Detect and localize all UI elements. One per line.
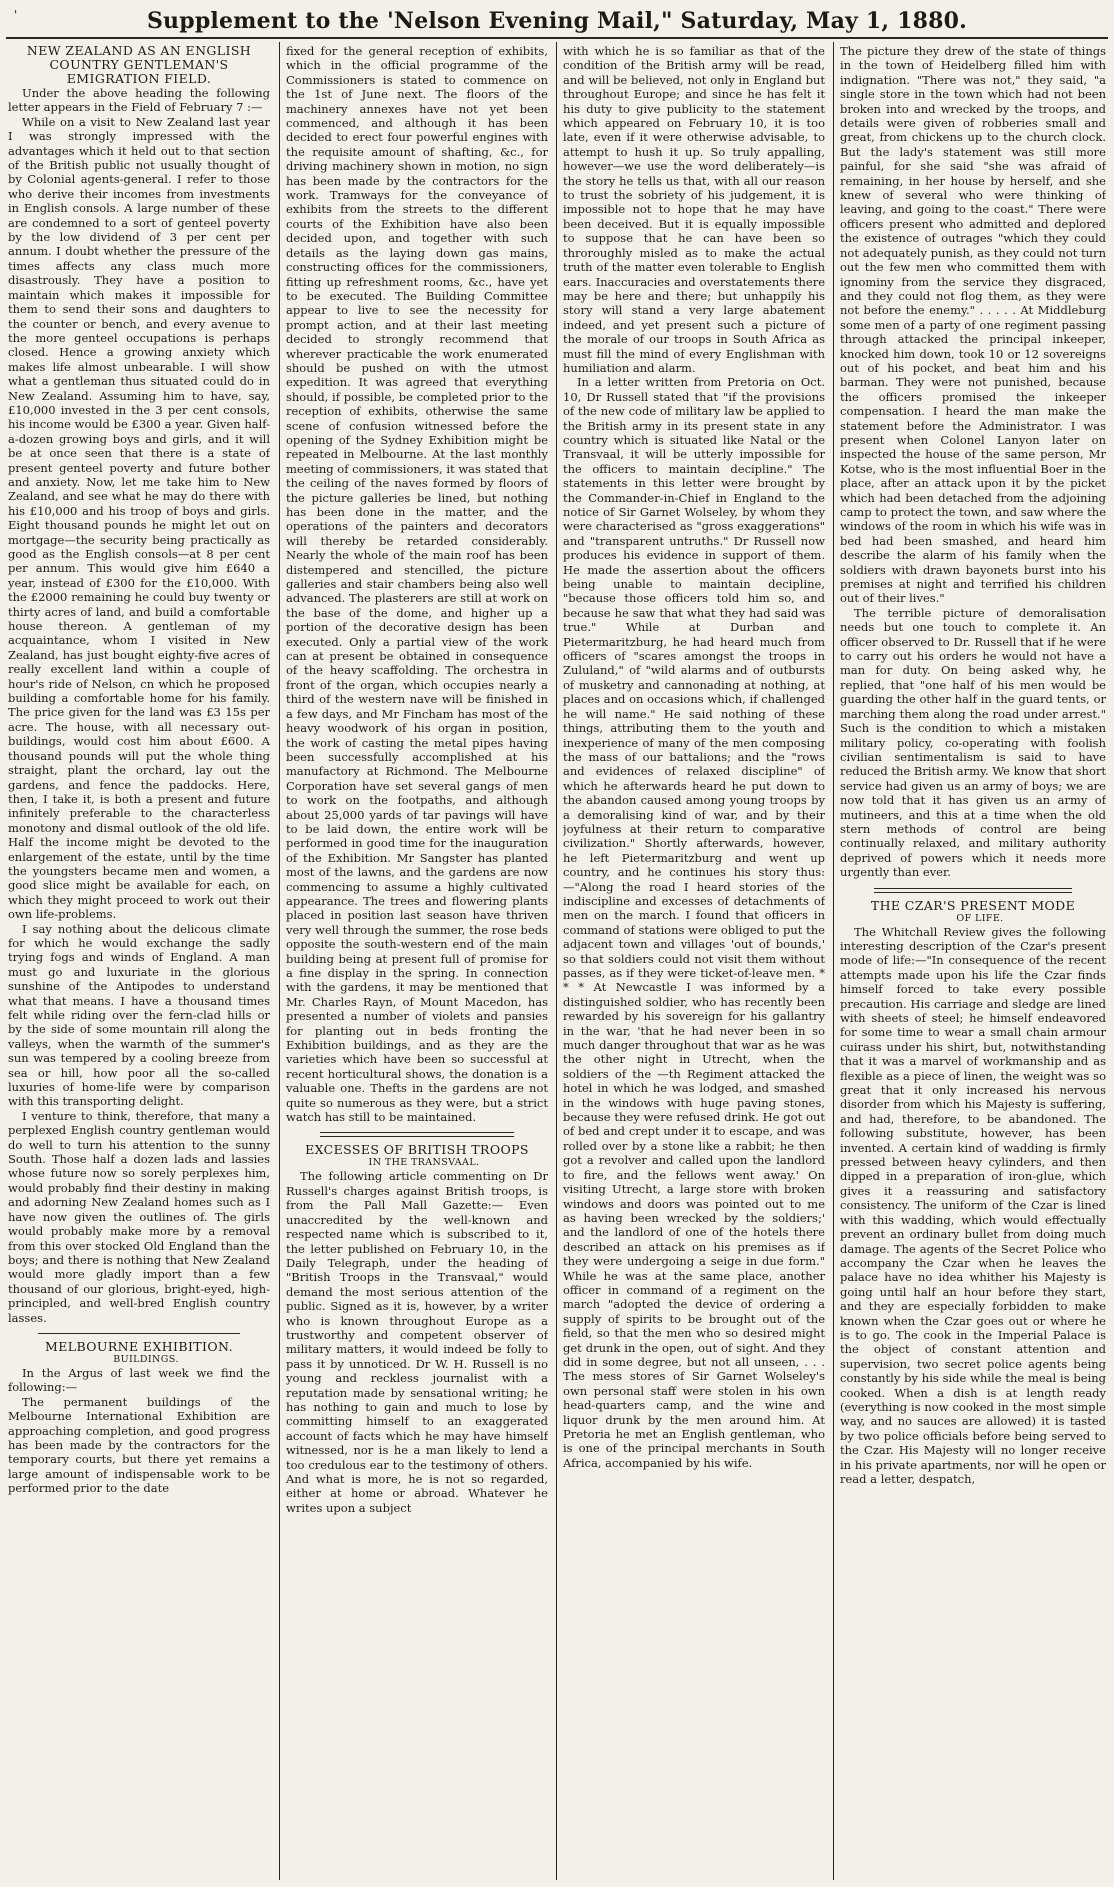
paragraph: I venture to think, therefore, that many a perplexed English country gentleman would do well to turn his attention to the sunny South. Those half a dozen lads and lassies whose future now so sorely perplexes him, would probably find their destiny in making and adorning New Zealand homes such as I have now given the outlines of. The girls would probably make more by a removal from this over stocked Old England than the boys; and there is nothing that New Zealand would more gladly import than a few thousand of our glorious, bright-eyed, high-principled, and well-bred English country lasses. <box>8 1108 270 1325</box>
article-heading: EXCESSES OF BRITISH TROOPS <box>305 1142 529 1158</box>
section-divider <box>38 1333 240 1334</box>
article-subheading: OF LIFE. <box>956 912 1004 924</box>
column-2 <box>286 44 548 1880</box>
paragraph: with which he is so familiar as that of the condition of the British army will be read, and will be believed, not only in England but throughout Europe; and since he has felt it his duty to give publicity to the statement which appeared on February 10, it is too late, even if it were otherwise advisable, to attempt to hush it up. So truly appalling, however—we use the word deliberately—is the story he tells us that, with all our reason to trust the sobriety of his judgement, it is impossible not to hope that he may have been deceived. But it is equally impossible to suppose that he can have been so throroughly misled as to make the actual truth of the matter even tolerable to English ears. Inaccuracies and overstatements there may be here and there; but unhappily his story will stand a very large abatement indeed, and yet present such a picture of the morale of our troops in South Africa as must fill the mind of every Englishman with humiliation and alarm. <box>563 44 825 375</box>
masthead-mark: ' <box>14 8 18 22</box>
article-heading: NEW ZEALAND AS AN ENGLISH COUNTRY GENTLEMAN'S EMIGRATION FIELD. <box>26 44 252 86</box>
paragraph: The following article commenting on Dr Russell's charges against British troops, is from the Pall Mall Gazette:— Even unaccredited by the well-known and respected name which is subscribed to it, the letter published on February 10, in the Daily Telegraph, under the heading of "British Troops in the Transvaal," would demand the most serious attention of the public. Signed as it is, however, by a writer who is known throughout Europe as a trustworthy and competent observer of military matters, it would indeed be folly to pass it by unnoticed. Dr W. H. Russell is no young and reckless journalist with a reputation made by sensational writing; he has nothing to gain and much to lose by committing himself to an exaggerated account of facts which he may have himself witnessed, nor is he a man likely to lend a too credulous ear to the testimony of others. And what is more, he is not so regarded, either at home or abroad. Whatever he writes upon a subject <box>286 1169 548 1515</box>
page-title: Supplement to the 'Nelson Evening Mail," Saturday, May 1, 1880. <box>146 8 968 34</box>
section-divider <box>874 888 1072 893</box>
paragraph: I say nothing about the delicous climate for which he would exchange the sadly trying fogs and winds of England. A man must go and luxuriate in the glorious sunshine of the Antipodes to understand what that means. I have a thousand times felt while riding over the fern-clad hills or by the side of some mountain rill along the valleys, when the warmth of the summer's sun was tempered by a cooling breeze from sea or hill, how poor all the so-called luxuries of home-life were by comparison with this transporting delight. <box>8 921 270 1109</box>
column-divider <box>556 42 557 1880</box>
paragraph: In a letter written from Pretoria on Oct. 10, Dr Russell stated that "if the provisions of the new code of military law be applied to the British army in its present state in any country which is situated like Natal or the Transvaal, it will be utterly impossible for the officers to maintain decipline." The statements in this letter were brought by the Commander-in-Chief in England to the notice of Sir Garnet Wolseley, by whom they were characterised as "gross exaggerations" and "transparent untruths." Dr Russell now produces his evidence in support of them. He made the assertion about the officers being unable to maintain decipline, "because those officers told him so, and because he saw that what they had said was true." While at Durban and Pietermaritzburg, he had heard much from officers of "scares amongst the troops in Zululand," of "wild alarms and of outbursts of musketry and cannonading at nothing, at places and on occasions which, if challenged he will name." He said nothing of these things, attributing them to the youth and inexperience of many of the men composing the mass of our battalions; and the "rows and evidences of relaxed discipline" of which he afterwards heard he put down to the abandon caused among young troops by a demoralising kind of war, and by their joyfulness at their return to comparative civilization." Shortly afterwards, however, he left Pietermaritzburg and went up country, and he continues his story thus:—"Along the road I heard stories of the indiscipline and excesses of detachments of men on the march. I found that officers in command of stations were obliged to put the adjacent town and villages 'out of bounds,' so that soldiers could not visit them without passes, as if they were ticket-of-leave men. * * * At Newcastle I was informed by a distinguished soldier, who has recently been rewarded by his sovereign for his gallantry in the war, 'that he had never been in so much danger throughout that war as he was the other night in Utrecht, when the soldiers of the —th Regiment attacked the hotel in which he was lodged, and smashed in the windows with huge paving stones, because they were refused drink. He got out of bed and crept under it to escape, and was rolled over by a stone like a rabbit; he then got a revolver and called upon the landlord to fire, and the fellows went away.' On visiting Utrecht, a large store with broken windows and doors was pointed out to me as having been wrecked by the soldiers;' and the landlord of one of the hotels there described an attack on his premises as if they were undergoing a seige in due form." While he was at the same place, another officer in command of a regiment on the march "adopted the device of ordering a supply of spirits to be brought out of the field, so that the men who so desired might get drunk in the open, out of sight. And they did in some degree, but not all unseen, . . . The mess stores of Sir Garnet Wolseley's own personal staff were stolen in his own head-quarters camp, and the wine and liquor drunk by the men around him. At Pretoria he met an English gentleman, who is one of the principal merchants in South Africa, accompanied by his wife. <box>563 375 825 1470</box>
paragraph: The Whitchall Review gives the following interesting description of the Czar's present mode of life:—"In consequence of the recent attempts made upon his life the Czar finds himself forced to take every possible precaution. His carriage and sledge are lined with sheets of steel; he himself endeavored for some time to wear a small chain armour cuirass under his shirt, but, notwithstanding that it was a marvel of workmanship and as flexible as a piece of linen, the weight was so great that it only increased his nervous disorder from which his Majesty is suffering, and had, therefore, to be abandoned. The following substitute, however, has been invented. A certain kind of wadding is firmly pressed between heavy cylinders, and then dipped in a preparation of iron-glue, which gives it a reassuring and satisfactory consistency. The uniform of the Czar is lined with this wadding, which would effectually prevent an ordinary bullet from doing much damage. The agents of the Secret Police who accompany the Czar when he leaves the palace have no idea whither his Majesty is going until half an hour before they start, and they are especially forbidden to make known when the Czar goes out or where he is to go. The cook in the Imperial Palace is the object of constant attention and supervision, two secret police agents being constantly by his side while the meal is being cooked. When a dish is at length ready (everything is now cooked in the most simple way, and no sauces are allowed) it is tasted by two police officials before being served to the Czar. His Majesty will no longer receive in his private apartments, nor will he open or read a letter, despatch, <box>840 924 1106 1486</box>
masthead <box>0 0 1114 40</box>
column-4 <box>840 44 1106 1880</box>
paragraph: In the Argus of last week we find the following:— <box>8 1365 270 1395</box>
article-heading: THE CZAR'S PRESENT MODE <box>870 897 1076 913</box>
paragraph: The terrible picture of demoralisation needs but one touch to complete it. An officer observed to Dr. Russell that if he were to carry out his orders he would not have a man for duty. On being asked why, he replied, that "one half of his men would be guarding the other half in the guard tents, or marching them along the road under arrest." Such is the condition to which a mistaken military policy, co-operating with foolish civilian sentimentalism is said to have reduced the British army. We know that short service had given us an army of boys; we are now told that it has given us an army of mutineers, and this at a time when the old stern methods of control are being continually relaxed, and military authority deprived of powers which it needs more urgently than ever. <box>840 605 1106 880</box>
column-divider <box>833 42 834 1880</box>
paragraph: While on a visit to New Zealand last year I was strongly impressed with the advantages which it held out to that section of the British public not usually thought of by Colonial agents-general. I refer to those who derive their incomes from investments in English consols. A large number of these are condemned to a sort of genteel poverty by the low dividend of 3 per cent per annum. I doubt whether the pressure of the times affects any class much more disastrously. They have a position to maintain which makes it impossible for them to send their sons and daughters to the counter or bench, and every avenue to the more genteel occupations is perhaps closed. Hence a growing anxiety which makes life almost unbearable. I will show what a gentleman thus situated could do in New Zealand. Assuming him to have, say, £10,000 invested in the 3 per cent consols, his income would be £300 a year. Given half-a-dozen growing boys and girls, and it will be at once seen that there is a state of present genteel poverty and future bother and anxiety. Now, let me take him to New Zealand, and see what he may do there with his £10,000 and his troop of boys and girls. Eight thousand pounds he might let out on mortgage—the security being practically as good as the English consols—at 8 per cent per annum. This would give him £640 a year, instead of £300 for the £10,000. With the £2000 remaining he could buy twenty or thirty acres of land, and build a comfortable house thereon. A gentleman of my acquaintance, whom I visited in New Zealand, has just bought eighty-five acres of really excellent land within a couple of hour's ride of Nelson, cn which he proposed building a comfortable home for his family. The price given for the land was £3 15s per acre. The house, with all necessary out-buildings, would cost him about £600. A thousand pounds will put the whole thing straight, plant the orchard, lay out the gardens, and fence the paddocks. Here, then, I take it, is both a present and future infinitely preferable to the characterless monotony and dismal outlook of the old life. Half the income might be devoted to the enlargement of the estate, until by the time the youngsters became men and women, a good slice might be available for each, on which they might proceed to work out their own life-problems. <box>8 114 270 922</box>
paragraph: fixed for the general reception of exhibits, which in the official programme of the Commissioners is stated to commence on the 1st of June next. The floors of the machinery annexes have not yet been commenced, and although it has been decided to erect four powerful engines with the requisite amount of shafting, &c., for driving machinery shown in motion, no sign has been made by the contractors for the work. Tramways for the conveyance of exhibits from the streets to the different courts of the Exhibition have also been decided upon, and together with such details as the laying down gas mains, constructing offices for the commissioners, fitting up refreshment rooms, &c., have yet to be executed. The Building Committee appear to live to see the necessity for prompt action, and at their last meeting decided to strongly recommend that wherever practicable the work enumerated should be pushed on with the utmost expedition. It was agreed that everything should, if possible, be completed prior to the reception of exhibits, otherwise the same scene of confusion witnessed before the opening of the Sydney Exhibition might be repeated in Melbourne. At the last monthly meeting of commissioners, it was stated that the ceiling of the naves formed by floors of the picture galleries be lined, but nothing has been done in the matter, and the operations of the painters and decorators will thereby be retarded considerably. Nearly the whole of the main roof has been distempered and stencilled, the picture galleries and stair chambers being also well advanced. The plasterers are still at work on the base of the dome, and higher up a portion of the decorative design has been executed. Only a partial view of the work can at present be obtained in consequence of the heavy scaffolding. The orchestra in front of the organ, which occupies nearly a third of the western nave will be finished in a few days, and Mr Fincham has most of the heavy woodwork of his organ in position, the work of casting the metal pipes having been successfully accomplished at his manufactory at Richmond. The Melbourne Corporation have set several gangs of men to work on the footpaths, and although about 25,000 yards of tar pavings will have to be laid down, the entire work will be performed in good time for the inauguration of the Exhibition. Mr Sangster has planted most of the lawns, and the gardens are now commencing to assume a highly cultivated appearance. The trees and flowering plants placed in position last season have thriven very well through the summer, the rose beds opposite the south-western end of the main building being at present full of promise for a fine display in the spring. In connection with the gardens, it may be mentioned that Mr. Charles Rayn, of Mount Macedon, has presented a number of violets and pansies for planting out in beds fronting the Exhibition buildings, and as they are the varieties which have been so successful at recent horticultural shows, the donation is a valuable one. Thefts in the gardens are not quite so numerous as they were, but a strict watch has still to be maintained. <box>286 44 548 1125</box>
paragraph: The permanent buildings of the Melbourne International Exhibition are approaching completion, and good progress has been made by the contractors for the temporary courts, but there yet remains a large amount of indispensable work to be performed prior to the date <box>8 1394 270 1496</box>
column-3 <box>563 44 825 1880</box>
paragraph: Under the above heading the following letter appears in the Field of February 7 :— <box>8 86 270 115</box>
article-subheading: BUILDINGS. <box>113 1353 179 1365</box>
masthead-rule <box>6 37 1108 39</box>
article-heading: MELBOURNE EXHIBITION. <box>45 1338 233 1354</box>
paragraph: The picture they drew of the state of things in the town of Heidelberg filled him with indignation. "There was not," they said, "a single store in the town which had not been broken into and wrecked by the troops, and details were given of robberies small and great, from chickens up to the church clock. But the lady's statement was still more painful, for she said "she was afraid of remaining, in her house by herself, and she knew of several who were thinking of leaving, and going to the coast." There were officers present who admitted and deplored the existence of outrages "which they could not adequately punish, as they could not turn out the few men who committed them with ignominy from the service they disgraced, and they could not flog them, as they were not before the enemy." . . . . . At Middleburg some men of a party of one regiment passing through attacked the principal inkeeper, knocked him down, took 10 or 12 sovereigns out of his pocket, and beat him and his barman. They were not punished, because the officers promised the inkeeper compensation. I heard the man make the statement before the Administrator. I was present when Colonel Lanyon later on inspected the house of the same person, Mr Kotse, who is the most influential Boer in the place, after an attack upon it by the picket which had been detached from the adjoining camp to protect the town, and saw where the windows of the room in which his wife was in bed had been smashed, and heard him describe the alarm of his family when the soldiers with drawn bayonets burst into his premises at night and terrified his children out of their lives." <box>840 44 1106 606</box>
section-divider <box>320 1132 514 1137</box>
column-1 <box>8 44 270 1880</box>
article-subheading: IN THE TRANSVAAL. <box>368 1157 480 1169</box>
column-divider <box>279 42 280 1880</box>
